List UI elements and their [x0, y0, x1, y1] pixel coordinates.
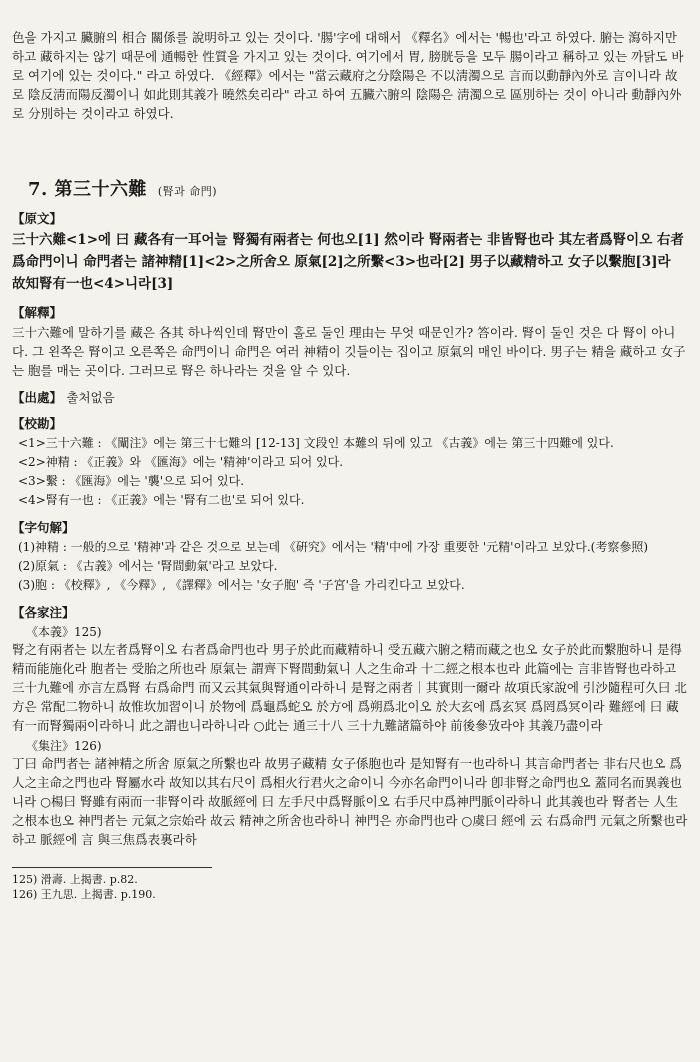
- footnote: 125) 滑壽. 上揭書. p.82.: [12, 873, 138, 886]
- glossary-item: (1)神精 : 一般的으로 '精神'과 같은 것으로 보는데 《硏究》에서는 '精'中에 가장 重要한 '元精'이라고 보았다.(考察參照): [18, 540, 648, 554]
- source-text: 출처없음: [66, 390, 115, 405]
- intro-paragraph: 色을 가지고 臟腑의 相合 關係를 說明하고 있는 것이다. '腸'字에 대해서 《釋名》에서는 '暢也'라고 하였다. 腑는 瀉하지만 하고 藏하지는 않기 때문에 通暢한 性質을 가지고 있는 것이다. 여기에서 胃, 膀胱등을 모두 腸이라고 稱하고 있는 까닭도 바로 여기에 있는 것이다." 라고 하였다. 《經釋》에서는 "當云藏府之分陰陽은 不以淸濁으로 言而以動靜內外로 言이니라 故로 陰反淸而陽反濁이니 如此則其義가 曉然矣리라" 라고 하여 五臟六腑의 陰陽은 淸濁으로 區別하는 것이 아니라 動靜內外로 分別하는 것이라고 하였다.: [12, 30, 684, 121]
- explanation-text: 三十六難에 말하기를 藏은 各其 하나씩인데 腎만이 홀로 둘인 理由는 무엇 때문인가? 答이라. 腎이 둘인 것은 다 腎이 아니다. 그 왼쪽은 腎이고 오른쪽은 命門이니 命門은 여러 神精이 깃들이는 집이고 原氣의 매인 바이다. 男子는 精을 藏하고 女子는 胞를 매는 곳이다. 그러므로 腎은 하나라는 것을 알 수 있다.: [12, 325, 686, 378]
- ji-zhu-text: 丁曰 命門者는 諸神精之所舍 原氣之所繫也라 故男子藏精 女子係胞也라 是知腎有一也라하니 其言命門者는 非右尺也오 爲人之主命之門也라 腎屬水라 故知以其右尺이 爲相火行君火之命이니 今亦名命門이니라 卽非腎之命門也오 蓋同名而異義也니라 ○楊曰 腎雖有兩而一非腎이라 故脈經에 曰 左手尺中爲腎脈이오 右手尺中爲神門脈이라하니 此其義也라 腎者는 人生之根本也오 神門者는 元氣之宗始라 故云 精神之所舍也라하니 神門은 亦命門也라 ○虞曰 經에 云 右爲命門 元氣之所繫也라하고 脈經에 言 與三焦爲表裏라하: [12, 756, 688, 847]
- collation-item: <1>三十六難 : 《闡注》에는 第三十七難의 [12-13] 文段인 本難의 뒤에 있고 《古義》에는 第三十四難에 있다.: [18, 436, 614, 450]
- ben-yi-text: 腎之有兩者는 以左者爲腎이오 右者爲命門也라 男子於此而藏精하니 受五藏六腑之精而藏之也오 女子於此而繫胞하니 是得精而能施化라 胞者는 受胎之所也라 原氣는 謂齊下腎間動氣니 人之生命과 十二經之根本也라 此篇에는 言非皆腎也라하고 三十九難에 亦言左爲腎 右爲命門 而又云其氣與腎通이라하니 是腎之兩者｜其實則一爾라 故項氏家說에 引沙隨程可久曰 北方은 常配二物하니 故惟坎加習이니 於物에 爲龜爲蛇오 於方에 爲朔爲北이오 於大玄에 爲玄冥 爲罔爲冥이라 難經에 曰 藏有一而腎獨兩이라하니 此之謂也니라하니라 ○此는 通三十八 三十九難諸篇하야 前後參攷라야 其義乃盡이라: [12, 642, 687, 733]
- footnote-divider: [12, 867, 212, 868]
- chapter-title-text: 7. 第三十六難: [28, 179, 148, 200]
- document-page: [12, 10, 688, 902]
- glossary-item: (3)胞 : 《校釋》, 《今釋》, 《譯釋》에서는 '女子胞' 즉 '子宮'을 가리킨다고 보았다.: [18, 578, 465, 592]
- collation-item: <4>腎有一也 : 《正義》에는 '腎有二也'로 되어 있다.: [18, 493, 305, 507]
- source-label: [12, 388, 688, 406]
- explanation-label: 【解釋】: [12, 305, 63, 320]
- original-label: 【原文】: [12, 211, 63, 226]
- source-label-text: 【出處】: [12, 390, 63, 405]
- chapter-title: [28, 175, 688, 201]
- ben-yi-heading: 《本義》125): [26, 625, 102, 639]
- ji-zhu-heading: 《集注》126): [26, 739, 102, 753]
- chapter-subtitle: (腎과 命門): [157, 185, 218, 198]
- commentaries-label: 【各家注】: [12, 605, 75, 620]
- collation-label: 【校勘】: [12, 416, 63, 431]
- collation-item: <3>繫 : 《匯海》에는 '襲'으로 되어 있다.: [18, 474, 245, 488]
- glossary-item: (2)原氣 : 《古義》에서는 '腎間動氣'라고 보았다.: [18, 559, 278, 573]
- glossary-label: 【字句解】: [12, 520, 75, 535]
- collation-item: <2>神精 : 《正義》와 《匯海》에는 '精神'이라고 되어 있다.: [18, 455, 344, 469]
- footnote: 126) 王九思. 上揭書. p.190.: [12, 888, 156, 901]
- original-text: 三十六難<1>에 曰 藏各有一耳어늘 腎獨有兩者는 何也오[1] 然이라 腎兩者는 非皆腎也라 其左者爲腎이오 右者爲命門이니 命門者는 諸神精[1]<2>之所舍오 原氣[2]之所繫<3>也라[2] 男子以藏精하고 女子以繫胞[3]라 故知腎有一也<4>니라[3]: [12, 232, 684, 292]
